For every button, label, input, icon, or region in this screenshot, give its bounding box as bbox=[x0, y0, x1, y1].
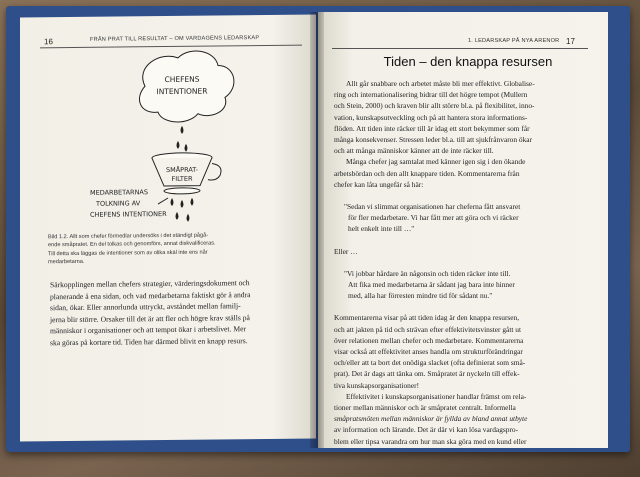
text-line: och/eller att ta bort det onödiga slacket (ofta definierat som små- bbox=[334, 358, 526, 368]
text-line: "Vi jobbar hårdare än någonsin och tiden räcker inte till. bbox=[344, 268, 511, 278]
text-line: chefer kan låta ungefär så här: bbox=[334, 179, 424, 189]
running-head: FRÅN PRAT TILL RESULTAT – OM VARDAGENS LEDARSKAP bbox=[90, 35, 260, 43]
text-line: och att många människor känner att de inte räcker till. bbox=[334, 146, 494, 156]
page-number: 17 bbox=[566, 37, 575, 46]
paragraph-4 bbox=[334, 391, 598, 447]
text-line: visar också att effektivitet anses handla om strukturförändringar bbox=[334, 347, 523, 357]
text-line: Kommentarerna visar på att tiden idag är den knappa resursen, bbox=[334, 313, 520, 323]
arrow-icon bbox=[158, 198, 168, 204]
figure-illustration bbox=[90, 45, 270, 232]
text-line: Särkopplingen mellan chefers strategier, värderingsdokument och bbox=[50, 278, 250, 290]
text-line: många konsekvenser. Stressen leder bl.a. till att sjukfrånvaron ökar bbox=[334, 135, 533, 145]
text-line: "Sedan vi slimmat organisationen har cheferna fått ansvaret bbox=[344, 202, 521, 212]
text-line: tiva kunskapsorganisationer! bbox=[334, 380, 420, 390]
quote-2 bbox=[344, 268, 588, 302]
figure-caption bbox=[48, 231, 298, 267]
text-line: för fler medarbetare. Vi har fått mer att göra och vi räcker bbox=[348, 213, 519, 223]
filtered-drops bbox=[171, 198, 194, 222]
caption-line: Till detta ska läggas de intentioner som av olika skäl inte ens når bbox=[48, 249, 208, 257]
text-line: och att jakten på tid och strävan efter effektivitetsvinster gått ut bbox=[334, 324, 522, 334]
page-number: 16 bbox=[44, 37, 53, 47]
drops-label-3: CHEFENS INTENTIONER bbox=[90, 210, 167, 219]
text-line: människor i organisationer och att tempot ökar i arbetslivet. Mer bbox=[50, 324, 246, 336]
drops-label-1: MEDARBETARNAS bbox=[90, 188, 148, 197]
right-body bbox=[334, 78, 598, 447]
text-line: av information och lärande. Det är där vi kan lösa vardagspro- bbox=[334, 425, 519, 435]
text-line: Många chefer jag samtalat med känner igen sig i den ökande bbox=[346, 157, 526, 167]
caption-line: medarbetarna. bbox=[48, 258, 85, 266]
text-line: Allt går snabbare och arbetet måste bli mer effektivt. Globalise- bbox=[346, 79, 535, 88]
quote-1 bbox=[344, 201, 588, 235]
filter-label-1: SMÅPRAT- bbox=[165, 165, 199, 175]
bubble-label-1: CHEFENS bbox=[164, 74, 200, 85]
text-line: jerna blir större. Orsaker till det är att fler och högre krav ställs på bbox=[50, 312, 250, 325]
text-line: ring och internationalisering bidrar till det högre tempot (Mullern bbox=[334, 90, 528, 100]
right-page bbox=[318, 12, 608, 448]
text-line: vation, kunskapsutveckling och på att hantera stora informations- bbox=[334, 112, 528, 122]
paragraph-1 bbox=[334, 78, 598, 156]
coffee-filter-icon bbox=[152, 152, 221, 194]
text-line: Effektivitet i kunskapsorganisationer handlar främst om rela- bbox=[346, 391, 527, 401]
text-line: över relationen mellan chefer och medarbetare. Kommentarerna bbox=[334, 335, 524, 345]
paragraph-3 bbox=[334, 312, 598, 390]
text-line: småpratsmöten mellan människor är fyllda av bland annat utbyte bbox=[334, 414, 528, 424]
text-line: sidan, ökar. Eller annorlunda uttryckt, avståndet mellan familj- bbox=[50, 301, 241, 313]
running-head: 1. LEDARSKAP PÅ NYA ARENOR bbox=[468, 38, 560, 44]
text-line: med, alla har förresten mindre tid för sådant nu." bbox=[348, 291, 493, 301]
section-heading: Tiden – den knappa resursen bbox=[383, 54, 553, 69]
falling-drops bbox=[177, 126, 188, 152]
text-line: flöden. Att tiden inte räcker till är idag ett stort bekymmer som får bbox=[334, 123, 530, 133]
caption-line: ende småpratet. En del tolkas och genomförs, annat diskvalificeras. bbox=[48, 240, 216, 249]
text-line: ska göras på kortare tid. Tiden har därmed blivit en knapp resurs. bbox=[50, 336, 248, 348]
text-line: blem eller tipsa varandra om hur man ska göra med en kund eller bbox=[334, 436, 527, 446]
text-line: Att fika med medarbetarna är sådant jag bara inte hinner bbox=[348, 280, 515, 290]
left-body-paragraph bbox=[50, 277, 302, 349]
header-rule bbox=[332, 48, 588, 49]
caption-line: Bild 1.2. Allt som chefer förmedlar undersöks i det ständigt pågå- bbox=[48, 232, 209, 241]
thought-bubble bbox=[139, 51, 233, 123]
paragraph-2 bbox=[334, 156, 598, 190]
text-line: arbetsbördan och den allt knappare tiden. Kommentarerna från bbox=[334, 168, 520, 178]
eller-text: Eller … bbox=[334, 246, 358, 256]
filter-label-2: FILTER bbox=[171, 174, 193, 183]
text-line: prat). Det är dags att tänka om. Småpratet är nyckeln till effek- bbox=[334, 369, 520, 379]
text-line: planerande å ena sidan, och vad medarbetarna faktiskt gör å andra bbox=[50, 289, 251, 301]
left-page bbox=[20, 14, 316, 441]
drops-label-2: TOLKNING AV bbox=[96, 199, 141, 208]
text-line: och Stein, 2000) och kraven blir allt större bl.a. på flexibilitet, inno- bbox=[334, 101, 535, 111]
book-gutter bbox=[310, 12, 324, 448]
text-line: tioner mellan människor och är småpratet centralt. Informella bbox=[334, 403, 516, 413]
bubble-label-2: INTENTIONER bbox=[156, 86, 208, 97]
text-line: helt enkelt inte till …" bbox=[348, 224, 415, 234]
